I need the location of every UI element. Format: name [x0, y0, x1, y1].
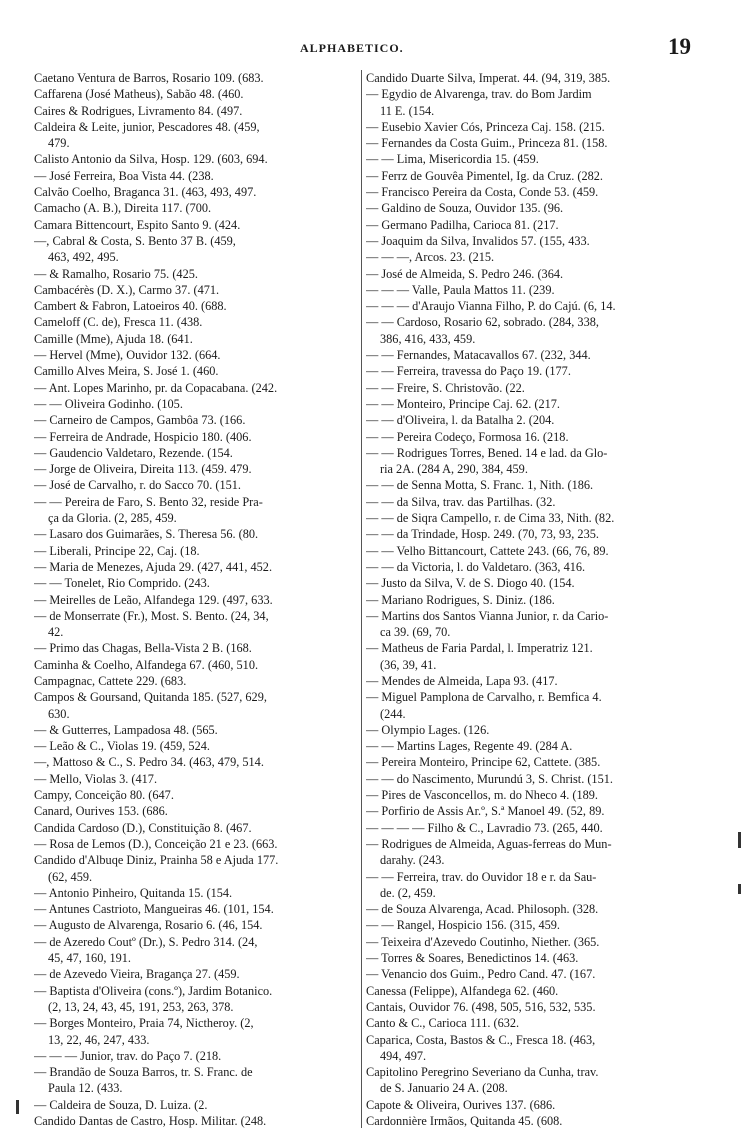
right-column — [366, 70, 724, 1128]
directory-entry-line: — — — d'Araujo Vianna Filho, P. do Cajú. (6, 14. — [366, 299, 616, 314]
directory-entry-line: Candida Cardoso (D.), Constituição 8. (467. — [34, 820, 252, 835]
directory-entry-line: — — — Valle, Paula Mattos 11. (239. — [366, 282, 555, 297]
directory-entry-line: — Borges Monteiro, Praia 74, Nictheroy. (2, — [34, 1016, 254, 1031]
directory-entry-line: — — do Nascimento, Murundú 3, S. Christ. (151. — [366, 771, 613, 786]
directory-entry-line: — Rosa de Lemos (D.), Conceição 21 e 23. (663. — [34, 836, 278, 851]
directory-entry-line: — Brandão de Souza Barros, tr. S. Franc. de — [34, 1065, 253, 1080]
directory-entry-line: de S. Januario 24 A. (208. — [380, 1081, 508, 1096]
margin-mark — [738, 832, 741, 848]
directory-entry-line: 479. — [48, 136, 70, 151]
directory-entry-line: 13, 22, 46, 247, 433. — [48, 1032, 150, 1047]
directory-entry-line: — — Martins Lages, Regente 49. (284 A. — [366, 739, 573, 754]
directory-entry-line: Paula 12. (433. — [48, 1081, 123, 1096]
directory-entry-line: Candido Duarte Silva, Imperat. 44. (94, 319, 385. — [366, 71, 611, 85]
directory-entry-line: — — da Victoria, l. do Valdetaro. (363, 416. — [366, 559, 586, 574]
directory-entry-line: 463, 492, 495. — [48, 250, 119, 265]
directory-entry-line: Caparica, Costa, Bastos & C., Fresca 18. (463, — [366, 1032, 596, 1047]
directory-entry-line: — — Ferreira, trav. do Ouvidor 18 e r. da Sau- — [366, 869, 597, 884]
directory-entry-line: — Porfirio de Assis Ar.º, S.ª Manoel 49. (52, 89. — [366, 804, 605, 819]
directory-entry-line: Caetano Ventura de Barros, Rosario 109. (683. — [34, 71, 264, 85]
directory-entry-line: Canessa (Felippe), Alfandega 62. (460. — [366, 983, 559, 998]
directory-entry-line: — Caldeira de Souza, D. Luiza. (2. — [34, 1097, 208, 1112]
directory-entry-line: Camillo Alves Meira, S. José 1. (460. — [34, 364, 219, 379]
directory-entry-line: — Mello, Violas 3. (417. — [34, 771, 158, 786]
directory-entry-line: — Justo da Silva, V. de S. Diogo 40. (154. — [366, 576, 575, 591]
directory-entry-line: — José Ferreira, Boa Vista 44. (238. — [34, 168, 214, 183]
directory-entry-line: — — — — Filho & C., Lavradio 73. (265, 440. — [366, 820, 603, 835]
margin-mark — [738, 884, 741, 894]
directory-entry-line: 11 E. (154. — [380, 103, 435, 118]
directory-entry-line: — Ant. Lopes Marinho, pr. da Copacabana. (242. — [34, 380, 278, 395]
directory-entry-line: Calvão Coelho, Braganca 31. (463, 493, 497. — [34, 185, 257, 200]
directory-entry-line: — Joaquim da Silva, Invalidos 57. (155, 433. — [366, 233, 590, 248]
directory-entry-line: Caldeira & Leite, junior, Pescadores 48. (459, — [34, 119, 260, 134]
directory-entry-line: Caires & Rodrigues, Livramento 84. (497. — [34, 103, 243, 118]
directory-entry-line: Cambacérès (D. X.), Carmo 37. (471. — [34, 282, 220, 297]
directory-entry-line: Cambert & Fabron, Latoeiros 40. (688. — [34, 299, 227, 314]
directory-entry-line: de. (2, 459. — [380, 885, 436, 900]
directory-entry-line: — de Azeredo Coutº (Dr.), S. Pedro 314. (24, — [34, 934, 258, 949]
directory-entry-line: — — Freire, S. Christovão. (22. — [366, 380, 525, 395]
directory-entry-line: Cantais, Ouvidor 76. (498, 505, 516, 532, 535. — [366, 999, 596, 1014]
directory-entry-line: 494, 497. — [380, 1048, 427, 1063]
directory-entry-line: — Antonio Pinheiro, Quitanda 15. (154. — [34, 885, 233, 900]
directory-entry-line: — Gaudencio Valdetaro, Rezende. (154. — [34, 445, 233, 460]
directory-entry-line: Capote & Oliveira, Ourives 137. (686. — [366, 1097, 556, 1112]
directory-entry-line: Camacho (A. B.), Direita 117. (700. — [34, 201, 212, 216]
directory-entry-line: Cameloff (C. de), Fresca 11. (438. — [34, 315, 203, 330]
directory-entry-line: — — d'Oliveira, l. da Batalha 2. (204. — [366, 413, 555, 428]
directory-entry-line: — Mariano Rodrigues, S. Diniz. (186. — [366, 592, 555, 607]
directory-entry-line: — Meirelles de Leão, Alfandega 129. (497, 633. — [34, 592, 273, 607]
directory-entry-line: 45, 47, 160, 191. — [48, 951, 132, 966]
directory-entry-line: — Rodrigues de Almeida, Aguas-ferreas do Mun- — [366, 836, 612, 851]
directory-entry-line: — Martins dos Santos Vianna Junior, r. da Cario- — [366, 608, 609, 623]
directory-entry-line: — — Ferreira, travessa do Paço 19. (177. — [366, 364, 571, 379]
directory-entry-line: (62, 459. — [48, 869, 93, 884]
directory-entry-line: Candido d'Albuqe Diniz, Prainha 58 e Ajuda 177. — [34, 853, 279, 868]
directory-entry-line: — Torres & Soares, Benedictinos 14. (463. — [366, 951, 579, 966]
directory-entry-line: — Liberali, Principe 22, Caj. (18. — [34, 543, 200, 558]
directory-entry-line: 630. — [48, 706, 70, 721]
directory-entry-line: — de Monserrate (Fr.), Most. S. Bento. (24, 34, — [34, 608, 269, 623]
directory-entry-line: ria 2A. (284 A, 290, 384, 459. — [380, 462, 528, 477]
directory-entry-line: — Ferreira de Andrade, Hospicio 180. (406. — [34, 429, 252, 444]
directory-entry-line: — Francisco Pereira da Costa, Conde 53. (459. — [366, 185, 599, 200]
directory-entry-line: — Eusebio Xavier Cós, Princeza Caj. 158. (215. — [366, 119, 605, 134]
directory-entry-line: — Pires de Vasconcellos, m. do Nheco 4. (189. — [366, 788, 599, 803]
page-header — [0, 34, 747, 59]
directory-entry-line: — José de Almeida, S. Pedro 246. (364. — [366, 266, 564, 281]
directory-entry-line: — — de Senna Motta, S. Franc. 1, Nith. (186. — [366, 478, 594, 493]
margin-mark — [16, 1100, 19, 1114]
directory-entry-line: — Germano Padilha, Carioca 81. (217. — [366, 217, 559, 232]
directory-entry-line: — — Tonelet, Rio Comprido. (243. — [34, 576, 210, 591]
directory-columns — [34, 70, 724, 1128]
directory-entry-line: — — Oliveira Godinho. (105. — [34, 396, 183, 411]
directory-entry-line: (244. — [380, 706, 406, 721]
directory-entry-line: — Olympio Lages. (126. — [366, 722, 490, 737]
directory-entry-line: — — —, Arcos. 23. (215. — [366, 250, 495, 265]
directory-entry-line: — Ferrz de Gouvêa Pimentel, Ig. da Cruz. (282. — [366, 168, 603, 183]
directory-entry-line: — Augusto de Alvarenga, Rosario 6. (46, 154. — [34, 918, 263, 933]
directory-entry-line: — — Rangel, Hospicio 156. (315, 459. — [366, 918, 561, 933]
directory-entry-line: — — da Trindade, Hosp. 249. (70, 73, 93, 235. — [366, 527, 599, 542]
directory-entry-line: — de Azevedo Vieira, Bragança 27. (459. — [34, 967, 240, 982]
directory-entry-line: 42. — [48, 625, 64, 640]
directory-entry-line: Capitolino Peregrino Severiano da Cunha, trav. — [366, 1065, 599, 1080]
directory-entry-line: Canard, Ourives 153. (686. — [34, 804, 168, 819]
directory-entry-line: Caminha & Coelho, Alfandega 67. (460, 510. — [34, 657, 259, 672]
directory-entry-line: (36, 39, 41. — [380, 657, 437, 672]
directory-entry-line: — Lasaro dos Guimarães, S. Theresa 56. (80. — [34, 527, 259, 542]
directory-entry-line: — Mendes de Almeida, Lapa 93. (417. — [366, 673, 558, 688]
directory-entry-line: — Matheus de Faria Pardal, l. Imperatriz 121. — [366, 641, 593, 656]
directory-entry-line: — — Monteiro, Principe Caj. 62. (217. — [366, 396, 560, 411]
directory-entry-line: — — Fernandes, Matacavallos 67. (232, 344. — [366, 348, 591, 363]
directory-entry-line: — — da Silva, trav. das Partilhas. (32. — [366, 494, 556, 509]
directory-entry-line: — & Gutterres, Lampadosa 48. (565. — [34, 722, 218, 737]
directory-entry-line: — Maria de Menezes, Ajuda 29. (427, 441, 452. — [34, 559, 273, 574]
directory-entry-line: darahy. (243. — [380, 853, 445, 868]
directory-entry-line: — Antunes Castrioto, Mangueiras 46. (101, 154. — [34, 902, 274, 917]
directory-entry-line: 386, 416, 433, 459. — [380, 331, 476, 346]
directory-entry-line: ça da Gloria. (2, 285, 459. — [48, 511, 177, 526]
directory-entry-line: Camille (Mme), Ajuda 18. (641. — [34, 331, 193, 346]
directory-entry-line: — — — Junior, trav. do Paço 7. (218. — [34, 1048, 222, 1063]
directory-entry-line: — Galdino de Souza, Ouvidor 135. (96. — [366, 201, 564, 216]
directory-entry-line: — Fernandes da Costa Guim., Princeza 81. (158. — [366, 136, 608, 151]
directory-entry-line: Calisto Antonio da Silva, Hosp. 129. (603, 694. — [34, 152, 268, 167]
directory-entry-line: Campy, Conceição 80. (647. — [34, 788, 174, 803]
directory-entry-line: — Egydio de Alvarenga, trav. do Bom Jardim — [366, 87, 592, 102]
directory-entry-line: Candido Dantas de Castro, Hosp. Militar. (248. — [34, 1114, 267, 1128]
directory-entry-line: — Miguel Pamplona de Carvalho, r. Bemfica 4. — [366, 690, 602, 705]
directory-entry-line: — Pereira Monteiro, Principe 62, Cattete. (385. — [366, 755, 601, 770]
directory-entry-line: —, Mattoso & C., S. Pedro 34. (463, 479, 514. — [34, 755, 264, 770]
running-title: ALPHABETICO. — [300, 41, 404, 55]
left-column — [34, 70, 360, 1128]
directory-entry-line: — José de Carvalho, r. do Sacco 70. (151. — [34, 478, 241, 493]
directory-entry-line: Camara Bittencourt, Espito Santo 9. (424. — [34, 217, 241, 232]
directory-entry-line: — de Souza Alvarenga, Acad. Philosoph. (328. — [366, 902, 599, 917]
directory-entry-line: Caffarena (José Matheus), Sabão 48. (460. — [34, 87, 244, 102]
directory-entry-line: Campos & Goursand, Quitanda 185. (527, 629, — [34, 690, 267, 705]
directory-entry-line: — — Lima, Misericordia 15. (459. — [366, 152, 539, 167]
directory-entry-line: — — Cardoso, Rosario 62, sobrado. (284, 338, — [366, 315, 599, 330]
directory-entry-line: — Teixeira d'Azevedo Coutinho, Niether. (365. — [366, 934, 600, 949]
directory-entry-line: (2, 13, 24, 43, 45, 191, 253, 263, 378. — [48, 999, 234, 1014]
directory-entry-line: — — Rodrigues Torres, Bened. 14 e lad. da Glo- — [366, 445, 608, 460]
directory-entry-line: — — Pereira de Faro, S. Bento 32, reside Pra- — [34, 494, 263, 509]
directory-entry-line: — & Ramalho, Rosario 75. (425. — [34, 266, 198, 281]
directory-entry-line: — Venancio dos Guim., Pedro Cand. 47. (167. — [366, 967, 596, 982]
directory-entry-line: —, Cabral & Costa, S. Bento 37 B. (459, — [34, 233, 236, 248]
directory-entry-line: — Jorge de Oliveira, Direita 113. (459. 479. — [34, 462, 252, 477]
directory-entry-line: — Primo das Chagas, Bella-Vista 2 B. (168. — [34, 641, 252, 656]
directory-entry-line: — Baptista d'Oliveira (cons.º), Jardim Botanico. — [34, 983, 273, 998]
directory-entry-line: — Carneiro de Campos, Gambôa 73. (166. — [34, 413, 246, 428]
directory-entry-line: Canto & C., Carioca 111. (632. — [366, 1016, 520, 1031]
directory-entry-line: Cardonnière Irmãos, Quitanda 45. (608. — [366, 1114, 563, 1128]
directory-entry-line: — — de Siqra Campello, r. de Cima 33, Nith. (82. — [366, 511, 615, 526]
directory-entry-line: — Hervel (Mme), Ouvidor 132. (664. — [34, 348, 221, 363]
page-number: 19 — [668, 34, 691, 59]
column-divider — [361, 70, 362, 1128]
directory-entry-line: Campagnac, Cattete 229. (683. — [34, 673, 187, 688]
directory-entry-line: — — Velho Bittancourt, Cattete 243. (66, 76, 89. — [366, 543, 609, 558]
directory-entry-line: ca 39. (69, 70. — [380, 625, 451, 640]
directory-entry-line: — Leão & C., Violas 19. (459, 524. — [34, 739, 210, 754]
directory-entry-line: — — Pereira Codeço, Formosa 16. (218. — [366, 429, 569, 444]
